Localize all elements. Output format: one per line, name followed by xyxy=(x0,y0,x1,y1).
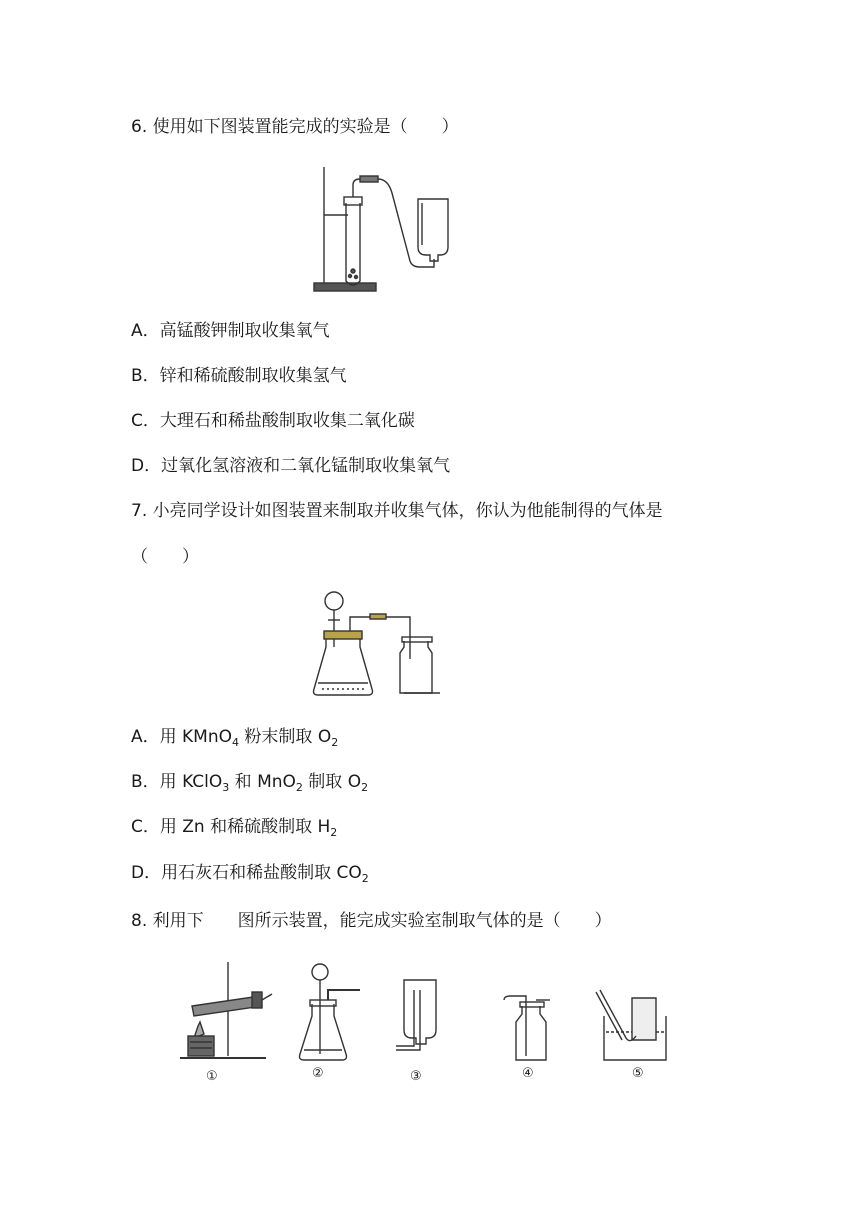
q6-option-d: D．过氧化氢溶液和二氧化锰制取收集氧气 xyxy=(131,456,451,476)
q7-stem-line2: （ ） xyxy=(131,547,199,567)
q8-label-4: ④ xyxy=(522,1066,534,1081)
q7-apparatus-figure xyxy=(312,585,446,701)
q8-apparatus-4 xyxy=(504,996,550,1060)
q7-option-a: A．用 KMnO$_4$ 粉末制取 $O_2$ xyxy=(131,727,339,749)
q6-option-b: B．锌和稀硫酸制取收集氢气 xyxy=(131,366,347,386)
q8-label-5: ⑤ xyxy=(632,1066,644,1081)
q6-option-c: C．大理石和稀盐酸制取收集二氧化碳 xyxy=(131,411,415,431)
q8-label-1: ① xyxy=(206,1069,218,1084)
q7-option-d: D．用石灰石和稀盐酸制取 $CO_2$ xyxy=(131,863,369,885)
q8-label-2: ② xyxy=(312,1066,324,1081)
q8-apparatus-1 xyxy=(180,962,272,1058)
q6-apparatus-figure xyxy=(312,163,452,295)
q6-option-a: A．高锰酸钾制取收集氧气 xyxy=(131,321,330,341)
q8-apparatus-figure xyxy=(180,960,676,1086)
q6-stem: 6. 使用如下图装置能完成的实验是（ ） xyxy=(131,117,459,137)
q8-apparatus-3 xyxy=(396,980,436,1050)
q7-option-c: C．用 Zn 和稀硫酸制取 $H_2$ xyxy=(131,817,338,839)
q8-apparatus-5 xyxy=(596,990,666,1060)
q7-option-b: B．用 KClO$_3$ 和 MnO$_2$ 制取 $O_2$ xyxy=(131,772,369,794)
q8-apparatus-2 xyxy=(300,964,361,1060)
q8-stem: 8. 利用下 图所示装置，能完成实验室制取气体的是（ ） xyxy=(131,911,612,931)
q7-stem-line1: 7. 小亮同学设计如图装置来制取并收集气体，你认为他能制得的气体是 xyxy=(131,501,663,521)
q8-label-3: ③ xyxy=(410,1069,422,1084)
